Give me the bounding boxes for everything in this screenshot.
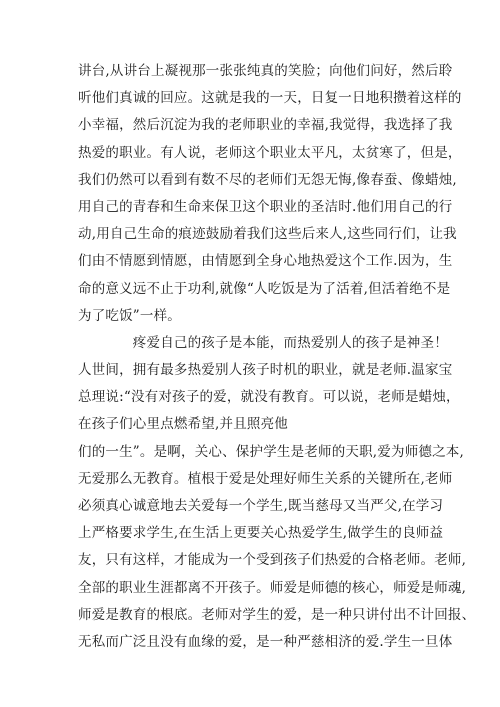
text-line: 们的一生”。是啊，关心、保护学生是老师的天职,爱为师德之本, <box>78 443 464 460</box>
text-line: 们由不情愿到情愿，由情愿到全身心地热爱这个工作.因为，生 <box>78 253 453 270</box>
text-line: 为了吃饭”一样。 <box>78 307 182 324</box>
text-line: 总理说:“没有对孩子的爱，就没有教育。可以说，老师是蜡烛， <box>78 389 460 406</box>
paragraph-start-line: 疼爱自己的孩子是本能，而热爱别人的孩子是神圣！ <box>78 334 448 351</box>
body-text <box>78 58 476 656</box>
text-line: 讲台,从讲台上凝视那一张张纯真的笑脸；向他们问好，然后聆 <box>78 63 453 79</box>
text-line: 在孩子们心里点燃希望,并且照亮他 <box>78 416 288 433</box>
text-line: 必须真心诚意地去关爱每一个学生,既当慈母又当严父,在学习 <box>78 498 444 514</box>
text-line: 人世间，拥有最多热爱别人孩子时机的职业，就是老师.温家宝 <box>78 362 453 379</box>
text-line: 上严格要求学生,在生活上更要关心热爱学生,做学生的良师益 <box>78 525 444 542</box>
text-line: 无爱那么无教育。植根于爱是处理好师生关系的关键所在,老师 <box>78 470 453 487</box>
text-line: 小幸福，然后沉淀为我的老师职业的幸福,我觉得，我选择了我 <box>78 117 453 134</box>
text-line: 命的意义远不止于功利,就像“人吃饭是为了活着,但活着绝不是 <box>78 280 451 297</box>
text-line: 我们仍然可以看到有数不尽的老师们无怨无悔,像春蚕、像蜡烛, <box>78 171 457 188</box>
text-line: 友，只有这样，才能成为一个受到孩子们热爱的合格老师。老师, <box>78 552 467 569</box>
text-line: 听他们真诚的回应。这就是我的一天，日复一日地积攒着这样的 <box>78 90 462 107</box>
text-line: 师爱是教育的根底。老师对学生的爱，是一种只讲付出不计回报、 <box>78 606 476 623</box>
text-line: 无私而广泛且没有血缘的爱，是一种严慈相济的爱.学生一旦体 <box>78 633 453 650</box>
text-line: 热爱的职业。有人说，老师这个职业太平凡，太贫寒了，但是， <box>78 144 462 161</box>
text-line: 用自己的青春和生命来保卫这个职业的圣洁时.他们用自己的行 <box>78 198 453 215</box>
text-line: 全部的职业生涯都离不开孩子。师爱是师德的核心，师爱是师魂, <box>78 579 467 596</box>
text-line: 动,用自己生命的痕迹鼓励着我们这些后来人,这些同行们，让我 <box>78 226 457 243</box>
